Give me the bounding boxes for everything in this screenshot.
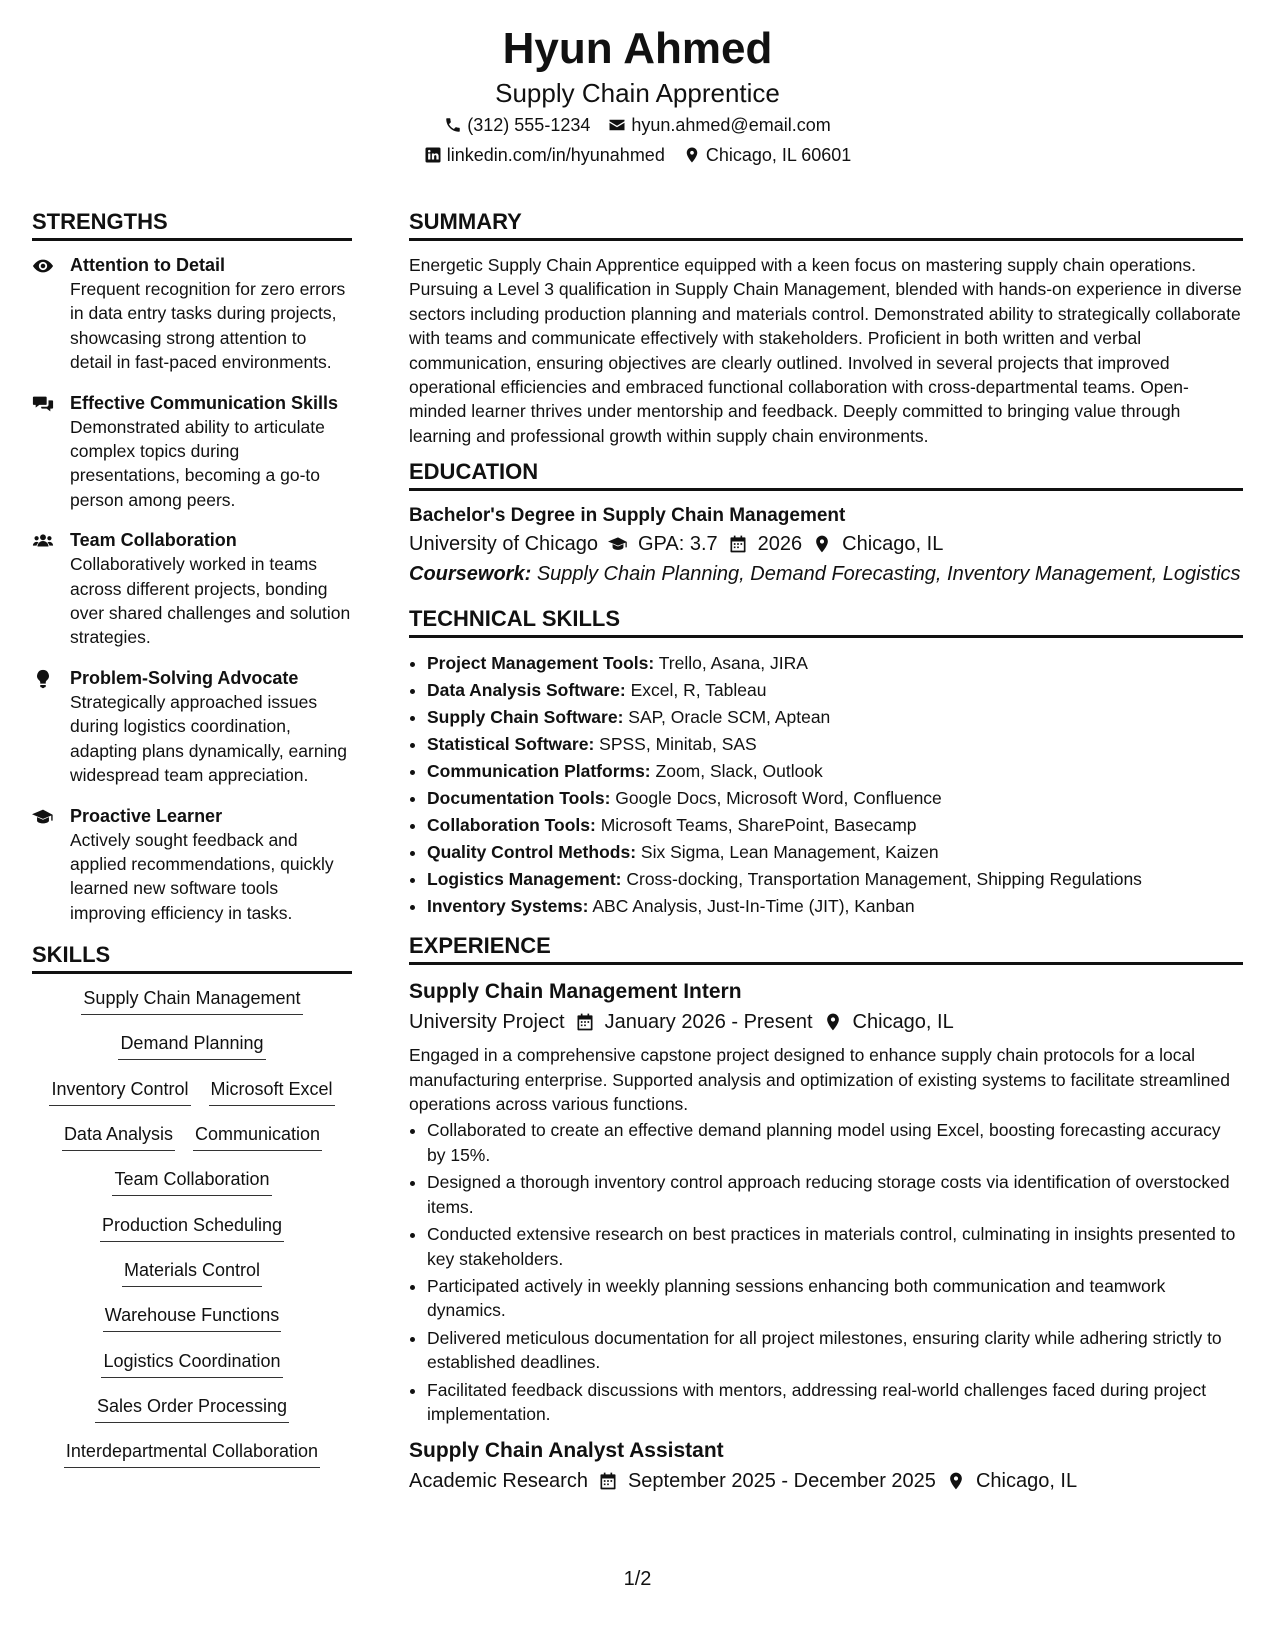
tech-skill-value: Six Sigma, Lean Management, Kaizen [640, 842, 939, 863]
phone-icon [444, 116, 462, 134]
job-org: Academic Research [409, 1470, 588, 1493]
tech-skill-value: ABC Analysis, Just-In-Time (JIT), Kanban [592, 896, 915, 917]
job-dates: January 2026 - Present [604, 1011, 813, 1034]
skill-tag: Communication [193, 1122, 322, 1151]
list-item [427, 704, 1243, 731]
tech-skill-label: Collaboration Tools: [427, 815, 596, 836]
summary-heading: SUMMARY [409, 208, 1243, 241]
graduation-year: 2026 [757, 533, 803, 556]
list-item [427, 731, 1243, 758]
list-item: • Participated actively in weekly planning sessions enhancing both communication and teamwork dynamics. [427, 1274, 1243, 1323]
tech-skill-label: Statistical Software: [427, 734, 595, 755]
job-org: University Project [409, 1011, 565, 1034]
list-item [427, 758, 1243, 785]
strength-desc: Actively sought feedback and applied recommendations, quickly learned new software tools improving efficiency in tasks. [70, 829, 334, 923]
job-description: Engaged in a comprehensive capstone project designed to enhance supply chain protocols for a local manufacturing enterprise. Supported analysis and optimization of existing systems to facilitate streamlined operations across various functions. [409, 1045, 1230, 1115]
degree-title: Bachelor's Degree in Supply Chain Management [409, 505, 846, 527]
technical-skills-heading: TECHNICAL SKILLS [409, 605, 1243, 638]
map-marker-icon [946, 1471, 966, 1491]
calendar-icon [575, 1012, 595, 1032]
users-icon [32, 530, 54, 552]
strength-desc: Demonstrated ability to articulate complex topics during presentations, becoming a go-to person among peers. [70, 416, 325, 510]
skill-tag: Microsoft Excel [209, 1077, 335, 1106]
list-item: • Conducted extensive research on best practices in materials control, culminating in insights presented to key stakeholders. [427, 1222, 1243, 1271]
tech-skill-value: Cross-docking, Transportation Management, Shipping Regulations [626, 869, 1142, 890]
calendar-icon [598, 1471, 618, 1491]
skill-tag: Warehouse Functions [103, 1303, 281, 1332]
list-item [427, 839, 1243, 866]
job-meta [409, 1466, 1243, 1496]
phone-contact [444, 110, 590, 140]
tech-skill-value: Zoom, Slack, Outlook [655, 761, 823, 782]
job-location: Chicago, IL [975, 1470, 1078, 1493]
strength-title: Problem-Solving Advocate [70, 667, 299, 688]
graduation-cap-icon [32, 806, 54, 828]
tech-skill-label: Logistics Management: [427, 869, 622, 890]
skill-tag: Inventory Control [49, 1077, 190, 1106]
map-marker-icon [812, 534, 832, 554]
calendar-icon [728, 534, 748, 554]
tech-skill-label: Project Management Tools: [427, 653, 655, 674]
strength-item [32, 666, 352, 788]
tech-skill-value: SPSS, Minitab, SAS [599, 734, 757, 755]
strength-item [32, 528, 352, 650]
email-text[interactable]: hyun.ahmed@email.com [631, 115, 831, 135]
skills-heading: SKILLS [32, 941, 352, 974]
coursework-label: Coursework: [409, 563, 532, 586]
linkedin-text[interactable]: linkedin.com/in/hyunahmed [446, 145, 665, 165]
candidate-name: Hyun Ahmed [502, 24, 773, 73]
list-item [427, 677, 1243, 704]
tech-skill-label: Documentation Tools: [427, 788, 611, 809]
candidate-title: Supply Chain Apprentice [495, 78, 780, 108]
strength-desc: Collaboratively worked in teams across different projects, bonding over shared challenges and solution strategies. [70, 554, 351, 648]
contact-row-1 [0, 110, 1275, 140]
contact-row-2 [0, 140, 1275, 170]
linkedin-contact[interactable] [424, 140, 665, 170]
job-bullets [409, 1118, 1243, 1426]
skill-tag: Supply Chain Management [81, 986, 302, 1015]
phone-text: (312) 555-1234 [467, 115, 591, 135]
list-item [427, 650, 1243, 677]
skill-tag: Data Analysis [62, 1122, 175, 1151]
job-title: Supply Chain Management Intern [409, 980, 742, 1004]
coursework-line [409, 559, 1243, 589]
school-location: Chicago, IL [842, 533, 944, 556]
strength-title: Effective Communication Skills [70, 392, 339, 413]
skill-tag: Interdepartmental Collaboration [64, 1439, 320, 1468]
tech-skill-value: Google Docs, Microsoft Word, Confluence [615, 788, 942, 809]
strength-item [32, 804, 352, 926]
strengths-heading: STRENGTHS [32, 208, 352, 241]
coursework-text: Supply Chain Planning, Demand Forecasting, Inventory Management, Logistics [536, 563, 1241, 586]
list-item [427, 866, 1243, 893]
graduation-cap-icon [608, 534, 628, 554]
comments-icon [32, 393, 54, 415]
summary-text: Energetic Supply Chain Apprentice equipped with a keen focus on mastering supply chain operations. Pursuing a Level 3 qualification in Supply Chain Management, blended with hands-on experience in diverse sectors including production planning and materials control. Demonstrated ability to strategically collaborate with teams and communicate effectively with stakeholders. Proficient in both written and verbal communication, ensuring objectives are clearly outlined. Involved in several projects that improved operational efficiencies and embraced functional collaboration with cross-departmental teams. Open-minded learner thrives under mentorship and feedback. Deeply committed to bringing value through learning and professional growth within supply chain environments. [409, 255, 1242, 446]
list-item: • Collaborated to create an effective demand planning model using Excel, boosting forecasting accuracy by 15%. [427, 1118, 1243, 1167]
location-text: Chicago, IL 60601 [705, 145, 852, 165]
tech-skill-label: Quality Control Methods: [427, 842, 637, 863]
technical-skills-list [409, 650, 1243, 920]
lightbulb-icon [32, 668, 54, 690]
strength-title: Attention to Detail [70, 255, 225, 275]
resume-header [0, 22, 1275, 170]
tech-skill-value: SAP, Oracle SCM, Aptean [628, 707, 831, 728]
linkedin-icon [424, 146, 442, 164]
strength-title: Team Collaboration [70, 530, 237, 551]
skill-tag: Team Collaboration [112, 1167, 271, 1196]
strength-desc: Strategically approached issues during logistics coordination, adapting plans dynamically, earning widespread team appreciation. [70, 691, 347, 786]
map-marker-icon [683, 146, 701, 164]
tech-skill-value: Trello, Asana, JIRA [658, 653, 808, 674]
tech-skill-label: Communication Platforms: [427, 761, 651, 782]
eye-icon [32, 255, 54, 277]
skills-list [32, 986, 352, 1484]
map-marker-icon [823, 1012, 843, 1032]
tech-skill-value: Excel, R, Tableau [630, 680, 767, 701]
skill-tag: Sales Order Processing [95, 1394, 289, 1423]
list-item [427, 812, 1243, 839]
email-contact[interactable] [608, 110, 830, 140]
left-column [32, 208, 352, 1484]
school-name: University of Chicago [409, 533, 598, 556]
strength-item [32, 253, 352, 375]
education-meta [409, 529, 1243, 559]
tech-skill-value: Microsoft Teams, SharePoint, Basecamp [600, 815, 917, 836]
tech-skill-label: Inventory Systems: [427, 896, 589, 917]
location-contact [683, 140, 851, 170]
tech-skill-label: Supply Chain Software: [427, 707, 624, 728]
list-item [427, 893, 1243, 920]
skill-tag: Logistics Coordination [101, 1349, 282, 1378]
skill-tag: Materials Control [122, 1258, 262, 1287]
list-item: • Designed a thorough inventory control approach reducing storage costs via identification of overstocked items. [427, 1170, 1243, 1219]
job-location: Chicago, IL [852, 1011, 954, 1034]
job-dates: September 2025 - December 2025 [627, 1470, 936, 1493]
list-item: • Delivered meticulous documentation for all project milestones, ensuring clarity while adhering strictly to established deadlines. [427, 1326, 1243, 1375]
tech-skill-label: Data Analysis Software: [427, 680, 626, 701]
skill-tag: Demand Planning [118, 1031, 265, 1060]
education-heading: EDUCATION [409, 458, 1243, 491]
strength-title: Proactive Learner [70, 805, 223, 826]
strength-desc: Frequent recognition for zero errors in data entry tasks during projects, showcasing strong attention to detail in fast-paced environments. [70, 279, 346, 373]
list-item: • Facilitated feedback discussions with mentors, addressing real-world challenges faced during project implementation. [427, 1378, 1243, 1427]
page-number: 1/2 [623, 1568, 652, 1590]
gpa-text: GPA: 3.7 [637, 533, 718, 556]
job-meta [409, 1007, 1243, 1037]
list-item [427, 785, 1243, 812]
strength-item [32, 391, 352, 513]
experience-heading: EXPERIENCE [409, 932, 1243, 965]
right-column [409, 208, 1243, 1496]
skill-tag: Production Scheduling [100, 1213, 284, 1242]
envelope-icon [608, 116, 626, 134]
job-title: Supply Chain Analyst Assistant [409, 1439, 724, 1463]
